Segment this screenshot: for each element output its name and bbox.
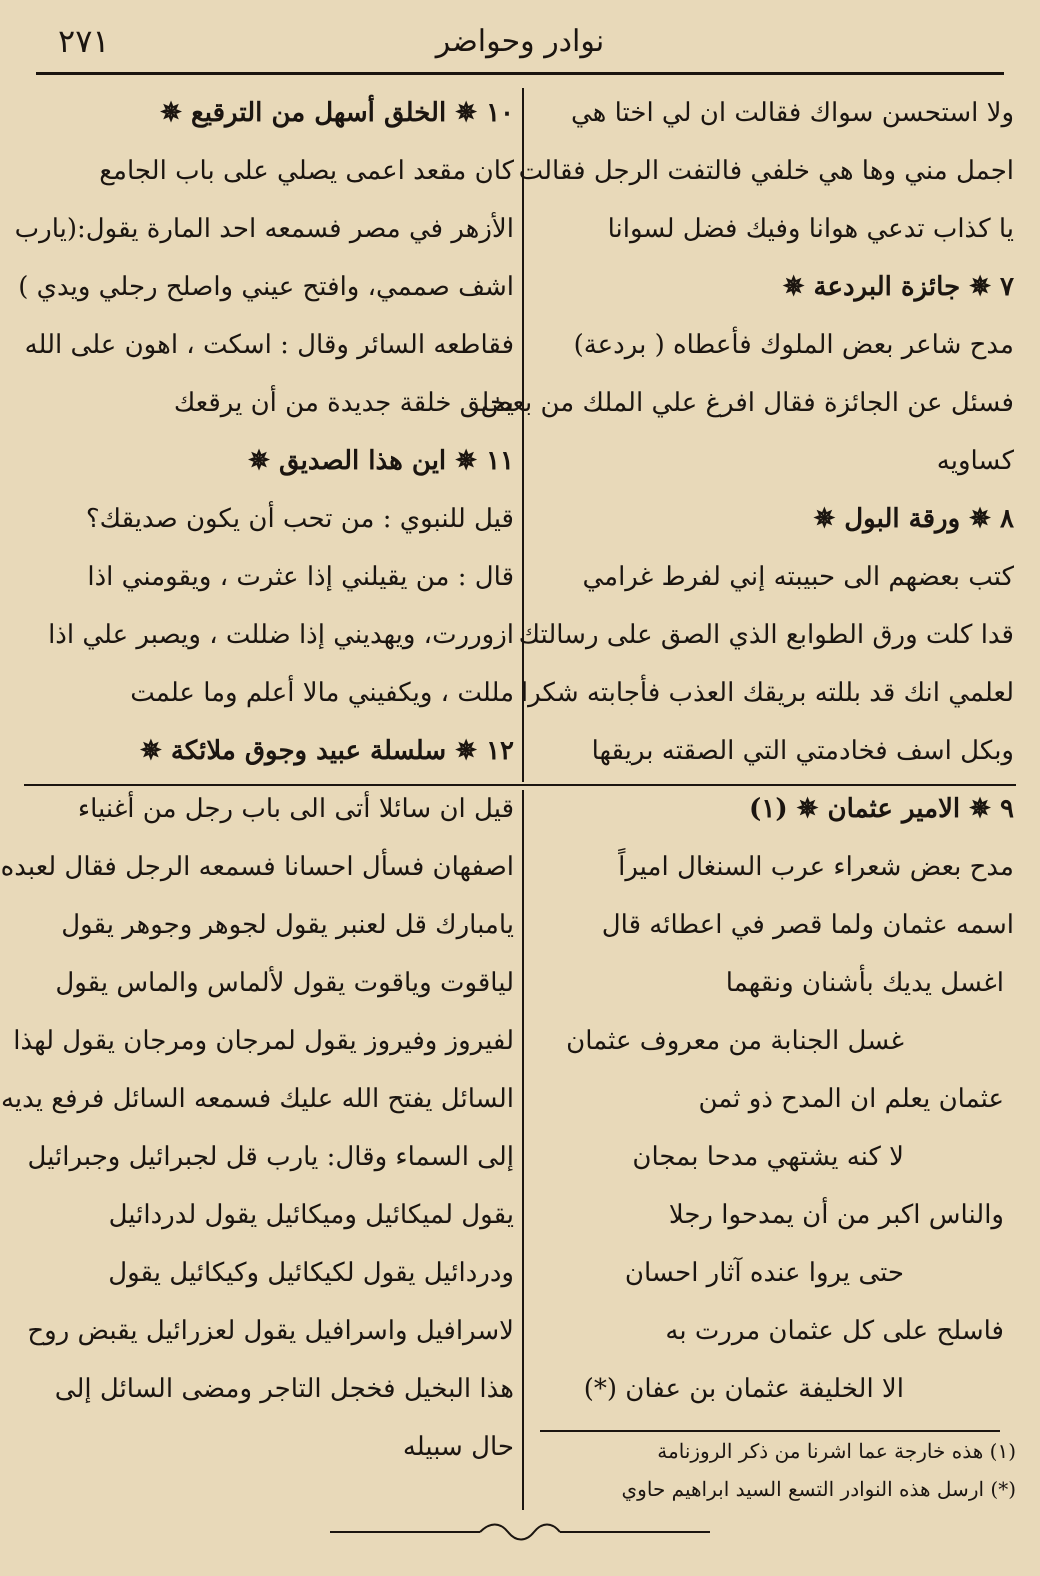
left-column-bottom [0,780,514,1476]
section-12-heading: ١٢ ✵ سلسلة عبيد وجوق ملائكة ✵ [139,736,514,766]
section-10-heading: ١٠ ✵ الخلق أسهل من الترقيع ✵ [160,98,514,128]
text-line: يا كذاب تدعي هوانا وفيك فضل لسوانا [607,214,1014,244]
page-header [40,18,1000,66]
text-line: حال سبيله [402,1432,514,1462]
text-line: فقاطعه السائر وقال : اسكت ، اهون على الله [24,330,514,360]
text-line: مللت ، ويكفيني مالا أعلم وما علمت [130,678,514,708]
section-8-heading: ٨ ✵ ورقة البول ✵ [813,504,1014,534]
text-line: قيل للنبوي : من تحب أن يكون صديقك؟ [85,504,514,534]
text-line: اصفهان فسأل احسانا فسمعه الرجل فقال لعبده [0,852,514,882]
page-number: ٢٧١ [58,22,110,60]
verse-line: حتى يروا عنده آثار احسان [624,1258,904,1288]
text-line: لعلمي انك قد بللته بريقك العذب فأجابته شكرا [520,678,1014,708]
text-line: وبكل اسف فخادمتي التي الصقته بريقها [591,736,1014,766]
verse-line: والناس اكبر من أن يمدحوا رجلا [668,1200,1004,1230]
left-column-top [14,84,514,780]
section-11-heading: ١١ ✵ اين هذا الصديق ✵ [248,446,514,476]
text-line: كساويه [936,446,1014,476]
verse-line: الا الخليفة عثمان بن عفان (*) [583,1374,904,1404]
tail-ornament [330,1522,710,1542]
text-line: لاسرافيل واسرافيل يقول لعزرائيل يقبض روح [27,1316,514,1346]
text-line: اشف صممي، وافتح عيني واصلح رجلي ويدي ) [18,272,514,302]
text-line: اجمل مني وها هي خلفي فالتفت الرجل فقالت [518,156,1014,186]
text-line: كتب بعضهم الى حبيبته إني لفرط غرامي [582,562,1014,592]
verse-line: فاسلح على كل عثمان مررت به [665,1316,1004,1346]
text-line: السائل يفتح الله عليك فسمعه السائل فرفع يديه [0,1084,514,1114]
text-line: قال : من يقيلني إذا عثرت ، ويقومني اذا [87,562,514,592]
footnote-2: (*) ارسل هذه النوادر التسع السيد ابراهيم حاوي [621,1477,1016,1501]
text-line: إلى السماء وقال: يارب قل لجبرائيل وجبرائيل [27,1142,514,1172]
text-line: يخلق خلقة جديدة من أن يرقعك [173,388,514,418]
header-rule [36,72,1004,75]
text-line: ازوررت، ويهديني إذا ضللت ، ويصبر علي اذا [48,620,514,650]
text-line: اسمه عثمان ولما قصر في اعطائه قال [601,910,1014,940]
verse-line: عثمان يعلم ان المدح ذو ثمن [698,1084,1004,1114]
text-line: يقول لميكائيل وميكائيل يقول لدردائيل [108,1200,514,1230]
verse-line: اغسل يديك بأشنان ونقهما [725,968,1004,998]
text-line: كان مقعد اعمى يصلي على باب الجامع [99,156,514,186]
text-line: قدا كلت ورق الطوابع الذي الصق على رسالتك [518,620,1014,650]
right-column-top [480,84,1014,780]
running-title: نوادر وحواضر [435,24,605,59]
right-column-bottom [534,780,1014,1418]
text-line: الأزهر في مصر فسمعه احد المارة يقول:(يارب [14,214,514,244]
section-9-heading: ٩ ✵ الامير عثمان ✵ (١) [749,794,1014,824]
text-line: قيل ان سائلا أتى الى باب رجل من أغنياء [77,794,514,824]
text-line: هذا البخيل فخجل التاجر ومضى السائل إلى [54,1374,514,1404]
verse-line: لا كنه يشتهي مدحا بمجان [632,1142,904,1172]
verse-line: غسل الجنابة من معروف عثمان [566,1026,904,1056]
text-line: فسئل عن الجائزة فقال افرغ علي الملك من بعض [480,388,1014,418]
text-line: مدح بعض شعراء عرب السنغال اميراً [618,852,1014,882]
text-line: لياقوت وياقوت يقول لألماس والماس يقول [55,968,514,998]
text-line: يامبارك قل لعنبر يقول لجوهر وجوهر يقول [61,910,514,940]
footnote-1: (١) هذه خارجة عما اشرنا من ذكر الروزنامة [657,1439,1016,1463]
section-7-heading: ٧ ✵ جائزة البردعة ✵ [782,272,1014,302]
text-line: لفيروز وفيروز يقول لمرجان ومرجان يقول لهذا [13,1026,514,1056]
column-divider-bottom [522,790,524,1510]
text-line: مدح شاعر بعض الملوك فأعطاه ( بردعة) [573,330,1014,360]
text-line: ودردائيل يقول لكيكائيل وكيكائيل يقول [108,1258,514,1288]
text-line: ولا استحسن سواك فقالت ان لي اختا هي [570,98,1014,128]
footnotes [530,1432,1016,1508]
